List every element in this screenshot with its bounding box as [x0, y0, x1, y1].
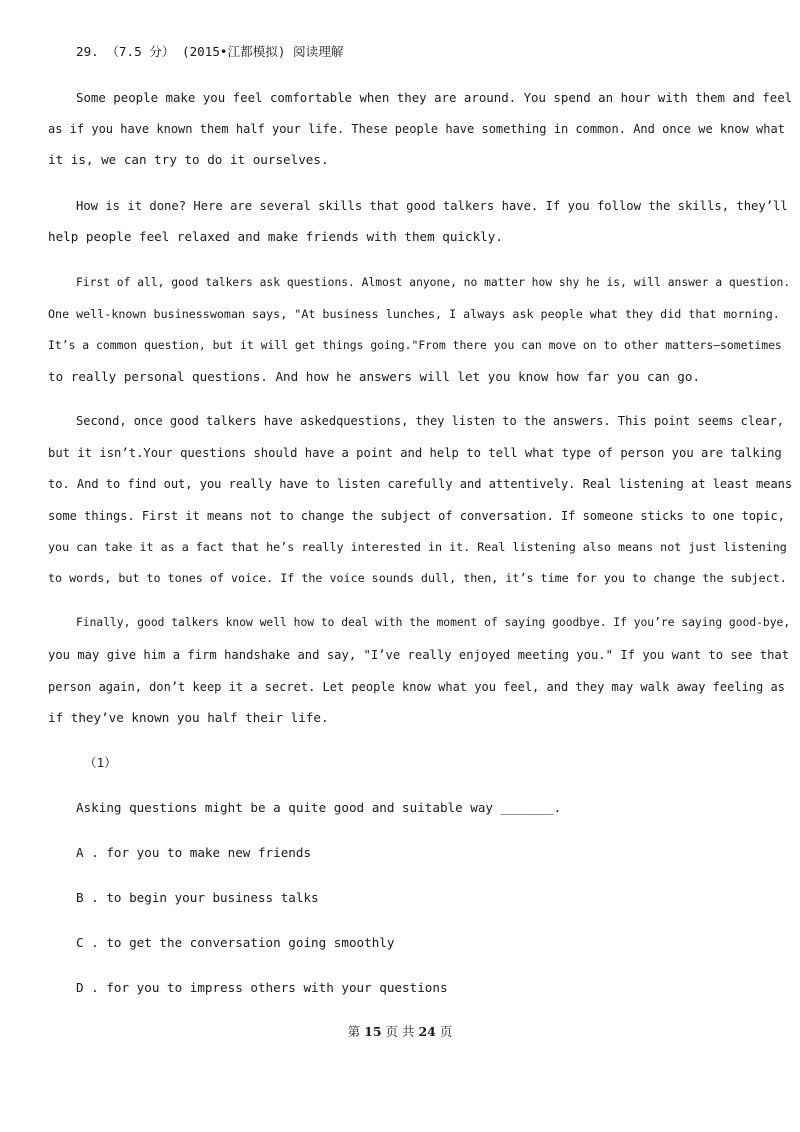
passage-p4-line-4: some things. First it means not to change the subject of conversation. If someone sticks to one topic, — [48, 509, 785, 523]
passage-p3-line-3: It’s a common question, but it will get things going."From there you can move on to other matters—sometimes — [48, 338, 782, 352]
footer-prefix: 第 — [347, 1024, 365, 1039]
footer-middle: 页 共 — [381, 1024, 419, 1039]
page-footer — [0, 1024, 800, 1040]
passage-p5-line-4: if they’ve known you half their life. — [48, 710, 329, 725]
footer-suffix: 页 — [435, 1024, 453, 1039]
passage-p4-line-6: to words, but to tones of voice. If the voice sounds dull, then, it’s time for you to change the subject. — [48, 571, 787, 585]
passage-p4-line-1: Second, once good talkers have askedquestions, they listen to the answers. This point seems clear, — [76, 414, 785, 428]
current-page-number: 15 — [364, 1024, 382, 1039]
sub-question-stem: Asking questions might be a quite good and suitable way _______. — [76, 800, 562, 815]
option-a[interactable]: A . for you to make new friends — [76, 845, 312, 860]
passage-p1-line-3: it is, we can try to do it ourselves. — [48, 152, 329, 167]
sub-question-number: （1） — [84, 755, 117, 770]
option-d[interactable]: D . for you to impress others with your questions — [76, 980, 448, 995]
passage-p5-line-2: you may give him a firm handshake and say, "I’ve really enjoyed meeting you." If you want to see that — [48, 648, 790, 662]
passage-p3-line-1: First of all, good talkers ask questions. Almost anyone, no matter how shy he is, will answer a question. — [76, 276, 791, 289]
passage-p4-line-5: you can take it as a fact that he’s really interested in it. Real listening also means not just listening — [48, 540, 787, 554]
passage-p2-line-1: How is it done? Here are several skills that good talkers have. If you follow the skills, they’ll — [76, 199, 788, 213]
passage-p1-line-2: as if you have known them half your life. These people have something in common. And once we know what — [48, 122, 785, 136]
passage-p2-line-2: help people feel relaxed and make friends with them quickly. — [48, 229, 503, 244]
passage-p5-line-1: Finally, good talkers know well how to deal with the moment of saying goodbye. If you’re saying good-bye, — [76, 616, 791, 629]
question-header: 29. （7.5 分） (2015•江都模拟) 阅读理解 — [76, 44, 344, 59]
passage-p5-line-3: person again, don’t keep it a secret. Let people know what you feel, and they may walk away feeling as — [48, 680, 785, 694]
option-c[interactable]: C . to get the conversation going smoothly — [76, 935, 395, 950]
total-pages-number: 24 — [418, 1024, 436, 1039]
option-b[interactable]: B . to begin your business talks — [76, 890, 319, 905]
passage-p1-line-1: Some people make you feel comfortable when they are around. You spend an hour with them and feel — [76, 90, 793, 105]
passage-p4-line-3: to. And to find out, you really have to listen carefully and attentively. Real listening at least means — [48, 477, 793, 491]
passage-p3-line-4: to really personal questions. And how he answers will let you know how far you can go. — [48, 369, 701, 384]
passage-p3-line-2: One well-known businesswoman says, "At business lunches, I always ask people what they did that morning. — [48, 307, 780, 321]
passage-p4-line-2: but it isn’t.Your questions should have a point and help to tell what type of person you are talking — [48, 446, 782, 460]
